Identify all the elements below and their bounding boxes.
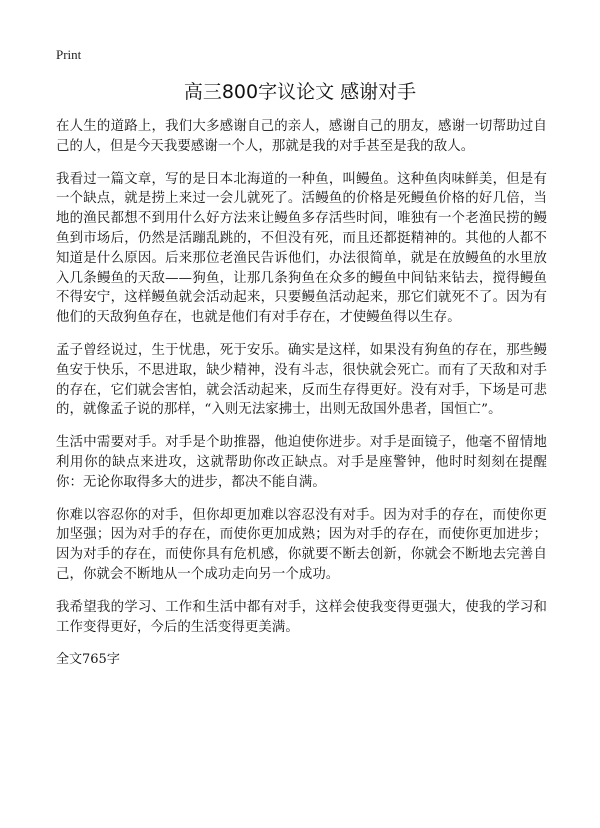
paragraph: 我看过一篇文章，写的是日本北海道的一种鱼，叫鳗鱼。这种鱼肉味鲜美，但是有一个缺点，就是捞上来过一会儿就死了。活鳗鱼的价格是死鳗鱼价格的好几倍，当地的渔民都想不到用什么好方法来让鳗鱼多存活些时间，唯独有一个老渔民捞的鳗鱼到市场后，仍然是活蹦乱跳的，不但没有死，而且还都挺精神的。其他的人都不知道是什么原因。后来那位老渔民告诉他们，办法很简单，就是在放鳗鱼的水里放入几条鳗鱼的天敌——狗鱼，让那几条狗鱼在众多的鳗鱼中间钻来钻去，搅得鳗鱼不得安宁，这样鳗鱼就会活动起来，只要鳗鱼活动起来，那它们就死不了。因为有他们的天敌狗鱼存在，也就是他们有对手存在，才使鳗鱼得以生存。 — [56, 171, 547, 326]
paragraph: 孟子曾经说过，生于忧患，死于安乐。确实是这样，如果没有狗鱼的存在，那些鳗鱼安于快乐，不思进取，缺少精神，没有斗志，很快就会死亡。而有了天敌和对手的存在，它们就会害怕，就会活动起来，反而生存得更好。没有对手，下场是可悲的，就像孟子说的那样，“入则无法家拂士，出则无敌国外患者，国恒亡”。 — [56, 342, 547, 418]
paragraph: 你难以容忍你的对手，但你却更加难以容忍没有对手。因为对手的存在，而使你更加坚强；因为对手的存在，而使你更加成熟；因为对手的存在，而使你更加进步；因为对手的存在，而使你具有危机感，你就要不断去创新，你就会不断地去完善自己，你就会不断地从一个成功走向另一个成功。 — [56, 507, 547, 582]
article-body — [56, 117, 547, 669]
print-link[interactable]: Print — [56, 47, 82, 62]
paragraph: 我希望我的学习、工作和生活中都有对手，这样会使我变得更强大，使我的学习和工作变得更好，今后的生活变得更美满。 — [56, 599, 547, 635]
paragraph: 生活中需要对手。对手是个助推器，他迫使你进步。对手是面镜子，他毫不留情地利用你的缺点来进攻，这就帮助你改正缺点。对手是座警钟，他时时刻刻在提醒你：无论你取得多大的进步，都决不能自满。 — [56, 435, 547, 490]
word-count: 全文765字 — [56, 652, 120, 668]
paragraph: 在人生的道路上，我们大多感谢自己的亲人，感谢自己的朋友，感谢一切帮助过自己的人，但是今天我要感谢一个人，那就是我的对手甚至是我的敌人。 — [56, 119, 547, 154]
page-title: 高三800字议论文 感谢对手 — [183, 81, 417, 103]
